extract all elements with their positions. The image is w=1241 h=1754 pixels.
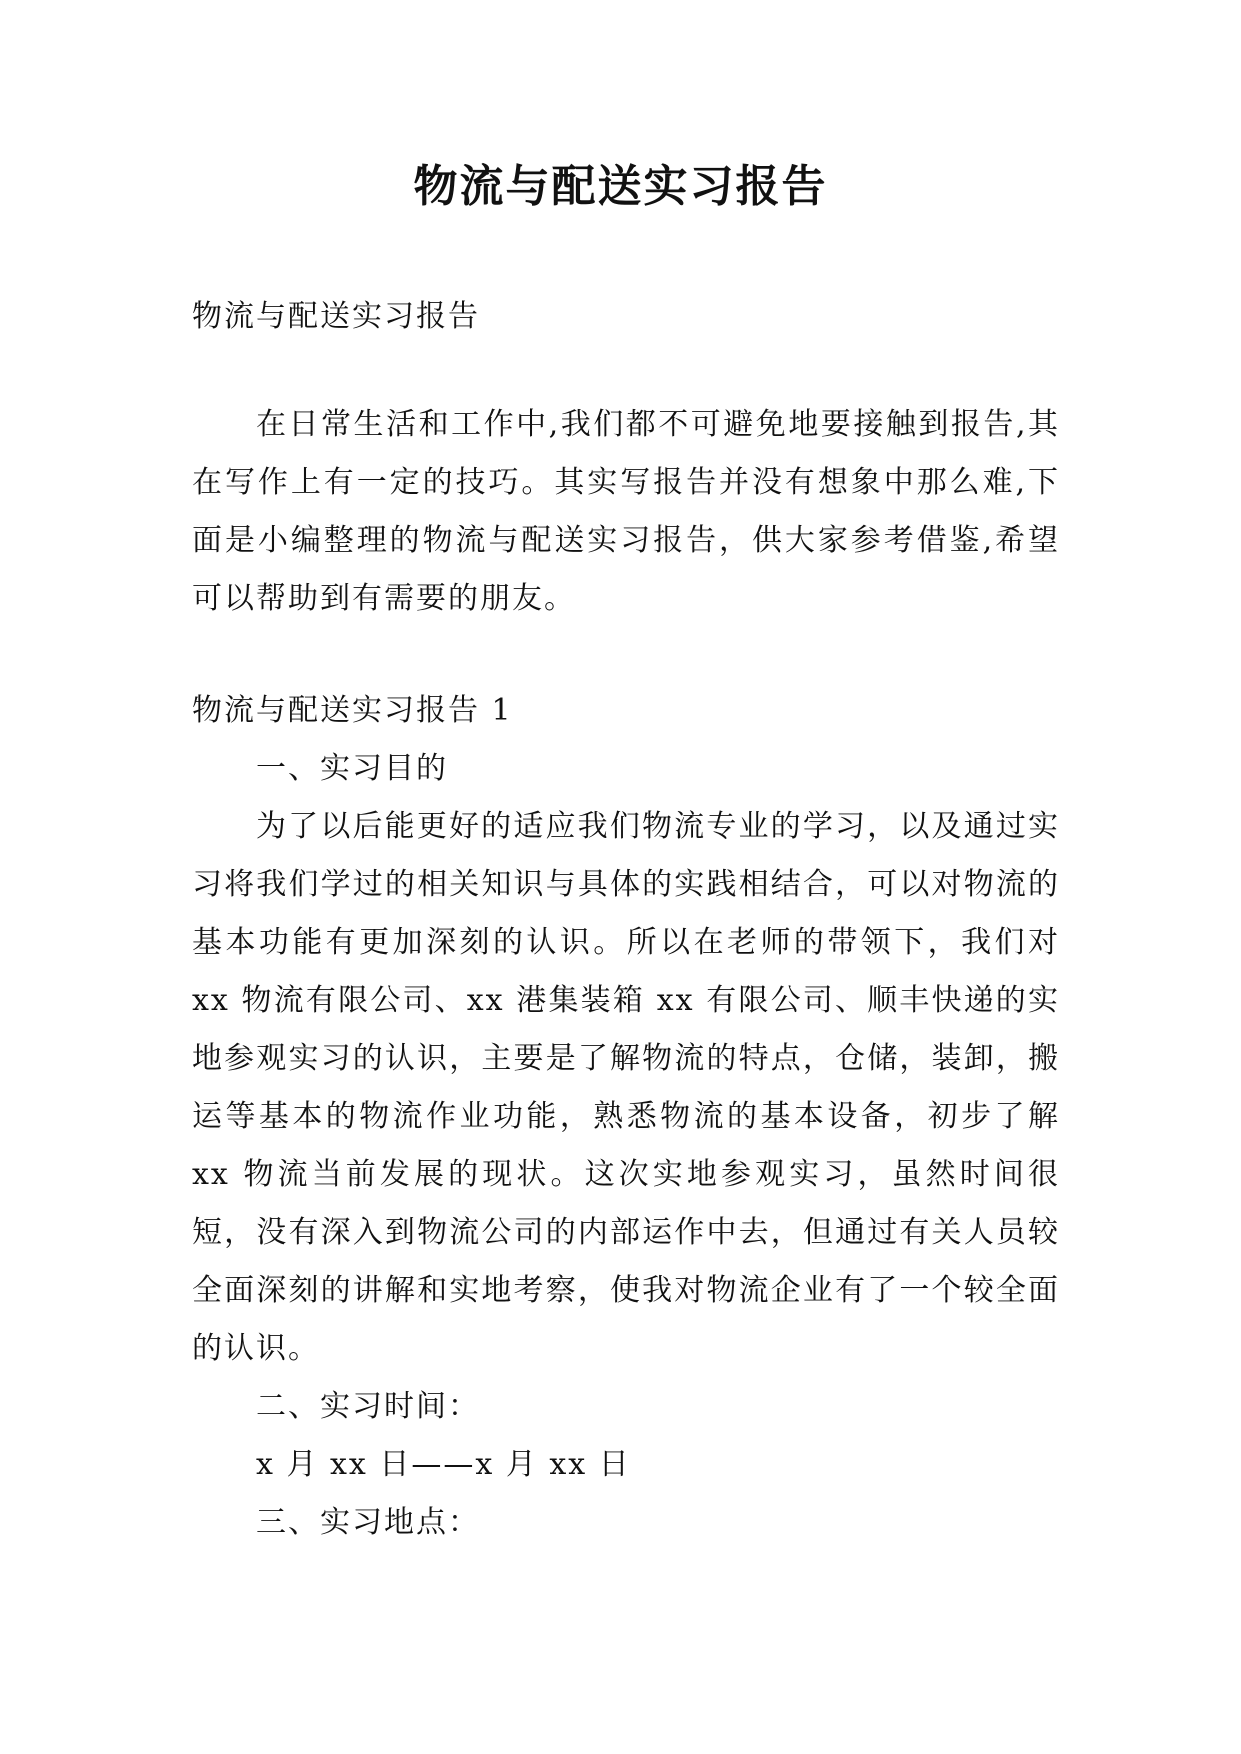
document-subtitle: 物流与配送实习报告 (192, 299, 480, 334)
document-title: 物流与配送实习报告 (413, 161, 828, 212)
time-value: x 月 xx 日——x 月 xx 日 (256, 1447, 631, 1482)
purpose-paragraph: 为了以后能更好的适应我们物流专业的学习，以及通过实习将我们学过的相关知识与具体的实践相结合，可以对物流的基本功能有更加深刻的认识。所以在老师的带领下，我们对 xx 物流有限公司、xx 港集装箱 xx 有限公司、顺丰快递的实地参观实习的认识，主要是了解物流的特点，仓储，装卸，搬运等基本的物流作业功能，熟悉物流的基本设备，初步了解 xx 物流当前发展的现状。这次实地参观实习，虽然时间很短，没有深入到物流公司的内部运作中去，但通过有关人员较全面深刻的讲解和实地考察，使我对物流企业有了一个较全面的认识。 (192, 809, 1060, 1366)
heading-time: 二、实习时间： (256, 1389, 480, 1424)
heading-purpose: 一、实习目的 (256, 751, 448, 786)
heading-location: 三、实习地点： (256, 1505, 480, 1540)
document-body (192, 288, 1060, 1552)
section-title: 物流与配送实习报告 1 (192, 693, 513, 728)
intro-paragraph: 在日常生活和工作中,我们都不可避免地要接触到报告,其在写作上有一定的技巧。其实写报告并没有想象中那么难,下面是小编整理的物流与配送实习报告，供大家参考借鉴,希望可以帮助到有需要的朋友。 (192, 407, 1060, 616)
